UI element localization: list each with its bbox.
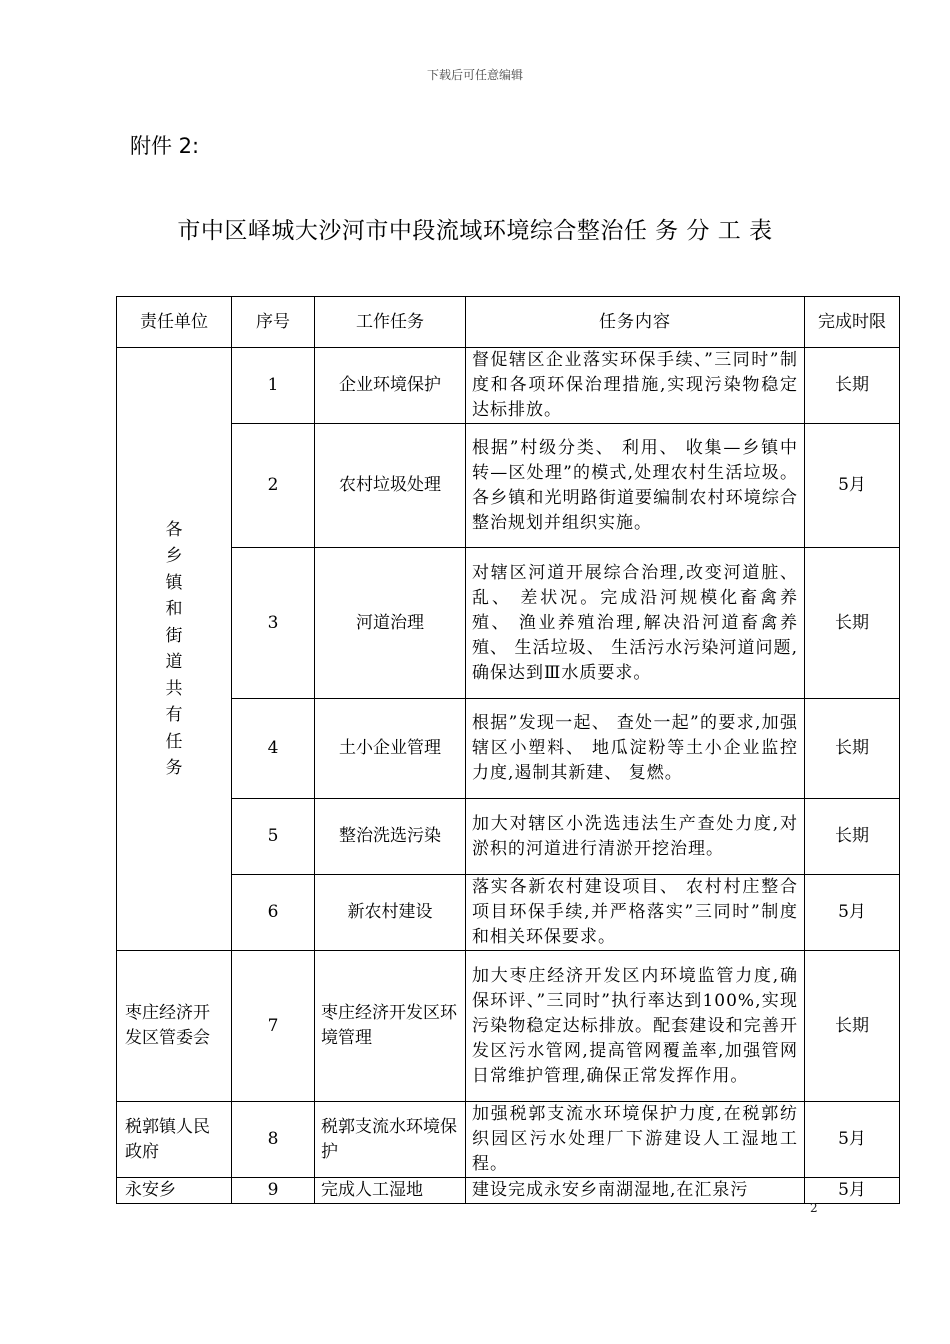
row-no: 6 [232,875,315,951]
row-content: 建设完成永安乡南湖湿地,在汇泉污 [466,1178,805,1204]
row-deadline: 5月 [805,875,900,951]
table-row [117,699,900,799]
table-row [117,548,900,699]
row-content: 根据”村级分类、 利用、 收集—乡镇中转—区处理”的模式,处理农村生活垃圾。各乡镇和光明路街道要编制农村环境综合整治规划并组织实施。 [466,424,805,548]
task-division-table [116,296,900,1204]
table-row [117,799,900,875]
row-content: 根据”发现一起、 查处一起”的要求,加强辖区小塑料、 地瓜淀粉等土小企业监控力度,遏制其新建、 复燃。 [466,699,805,799]
row-task: 枣庄经济开发区环境管理 [315,951,466,1102]
row-deadline: 5月 [805,1102,900,1178]
header-unit: 责任单位 [117,297,232,348]
row-deadline: 长期 [805,348,900,424]
row-task: 土小企业管理 [315,699,466,799]
row-content: 督促辖区企业落实环保手续、”三同时”制度和各项环保治理措施,实现污染物稳定达标排放。 [466,348,805,424]
row-deadline: 长期 [805,699,900,799]
row-task: 完成人工湿地 [315,1178,466,1204]
row-deadline: 5月 [805,1178,900,1204]
group-unit-char: 共 [165,678,183,699]
row-task: 税郭支流水环境保护 [315,1102,466,1178]
group-unit-char: 道 [165,652,183,672]
row-unit: 永安乡 [117,1178,232,1204]
row-content: 加强税郭支流水环境保护力度,在税郭纺织园区污水处理厂下游建设人工湿地工程。 [466,1102,805,1178]
row-deadline: 长期 [805,799,900,875]
header-content: 任务内容 [466,297,805,348]
table-row [117,951,900,1102]
group-unit-char: 有 [165,705,183,725]
row-unit: 枣庄经济开发区管委会 [117,951,232,1102]
row-content: 加大对辖区小洗选违法生产查处力度,对淤积的河道进行清淤开挖治理。 [466,799,805,875]
group-unit-char: 乡 [165,546,183,566]
table-row [117,875,900,951]
row-task: 农村垃圾处理 [315,424,466,548]
row-no: 7 [232,951,315,1102]
group-unit-char: 务 [165,758,183,778]
table-row [117,1178,900,1204]
row-deadline: 长期 [805,548,900,699]
row-content: 对辖区河道开展综合治理,改变河道脏、 乱、 差状况。完成沿河规模化畜禽养殖、 渔业养殖治理,解决沿河道畜禽养殖、 生活垃圾、 生活污水污染河道问题,确保达到Ⅲ水质要求。 [466,548,805,699]
header-note: 下载后可任意编辑 [426,68,523,82]
row-task: 河道治理 [315,548,466,699]
row-deadline: 长期 [805,951,900,1102]
header-no: 序号 [232,297,315,348]
table-row [117,348,900,424]
row-no: 4 [232,699,315,799]
attachment-label: 附件 2: [130,134,200,158]
row-task: 新农村建设 [315,875,466,951]
page-number: 2 [810,1201,818,1215]
group-unit-char: 任 [165,731,183,752]
row-no: 9 [232,1178,315,1204]
group-unit-cell [117,348,232,951]
document-title: 市中区峄城大沙河市中段流域环境综合整治任 务 分 工 表 [177,218,773,244]
row-deadline: 5月 [805,424,900,548]
group-unit-char: 和 [165,599,183,619]
row-no: 1 [232,348,315,424]
row-task: 企业环境保护 [315,348,466,424]
group-unit-char: 镇 [165,572,183,593]
row-task: 整治洗选污染 [315,799,466,875]
row-no: 3 [232,548,315,699]
row-no: 5 [232,799,315,875]
row-unit: 税郭镇人民政府 [117,1102,232,1178]
header-deadline: 完成时限 [805,297,900,348]
table-header-row [117,297,900,348]
row-content: 落实各新农村建设项目、 农村村庄整合项目环保手续,并严格落实”三同时”制度和相关环保要求。 [466,875,805,951]
row-content: 加大枣庄经济开发区内环境监管力度,确保环评、”三同时”执行率达到100%,实现污染物稳定达标排放。配套建设和完善开发区污水管网,提高管网覆盖率,加强管网日常维护管理,确保正常发挥作用。 [466,951,805,1102]
row-no: 2 [232,424,315,548]
table-row [117,424,900,548]
header-task: 工作任务 [315,297,466,348]
table-row [117,1102,900,1178]
group-unit-char: 各 [165,519,183,540]
group-unit-char: 街 [165,625,183,646]
row-no: 8 [232,1102,315,1178]
